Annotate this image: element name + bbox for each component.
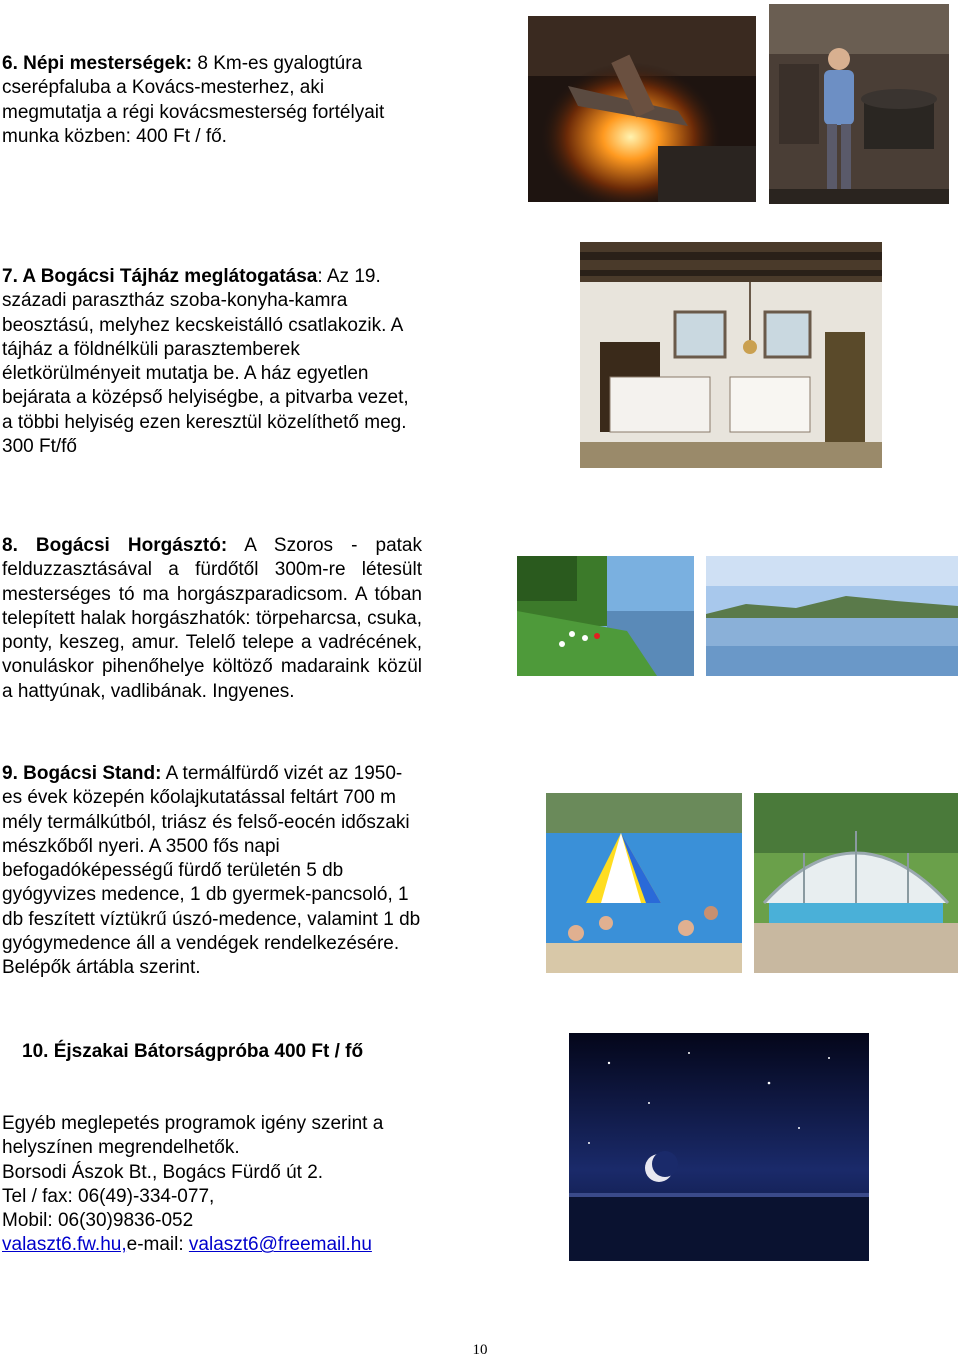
contact-line-4: Mobil: 06(30)9836-052 (2, 1210, 194, 1232)
blacksmith-photo (769, 4, 949, 204)
website-link[interactable]: valaszt6.fw.hu, (2, 1234, 127, 1256)
contact-links-line (2, 1233, 442, 1257)
bath-inflatable-photo (546, 793, 742, 973)
farmhouse-interior-photo (580, 242, 882, 468)
fishing-lake-photo (706, 556, 958, 676)
contact-block (2, 1112, 442, 1258)
fishing-lake-picnic-photo (517, 556, 694, 676)
item-7-block (2, 265, 422, 459)
email-link[interactable]: valaszt6@freemail.hu (188, 1234, 372, 1256)
page-number: 10 (472, 1342, 488, 1358)
contact-line-3: Tel / fax: 06(49)-334-077, (2, 1185, 215, 1207)
item-6-text: 8 Km-es gyalogtúra cserépfaluba a Kovács-mesterhez, aki megmutatja a régi kovácsmesterség fortélyait munka közben: 400 Ft / fő. (2, 53, 385, 147)
contact-line-2: Borsodi Ászok Bt., Bogács Fürdő út 2. (2, 1161, 324, 1183)
item-10-block (22, 1040, 442, 1064)
email-label: e-mail: (126, 1234, 189, 1256)
item-6-heading: 6. Népi mesterségek: (2, 53, 193, 74)
night-moon-photo (569, 1033, 869, 1261)
item-8-heading: 8. Bogácsi Horgásztó: (2, 535, 228, 556)
item-9-heading: 9. Bogácsi Stand: (2, 763, 162, 784)
thermal-pool-photo (754, 793, 958, 973)
item-7-heading: 7. A Bogácsi Tájház meglátogatása (2, 266, 318, 287)
item-7-text: : Az 19. századi parasztház szoba-konyha-kamra beosztású, melyhez kecskeistálló csatlakozik. A tájház a földnélküli parasztemberek életkörülményeit mutatja be. A ház egyetlen bejárata a középső helyiségbe, a pitvarba vezet, a többi helyiség ezen keresztül közelíthető meg. 300 Ft/fő (2, 266, 409, 458)
item-8-text: A Szoros - patak felduzzasztásával a fürdőtől 300m-re létesült mesterséges tó ma horgászparadicsom. A tóban telepített halak horgászhatók: törpeharcsa, csuka, ponty, keszeg, amur. Telelő telepe a vadrécének, vonuláskor pihenőhelye költöző madaraink közül a hattyúnak, vadlibának. Ingyenes. (2, 535, 422, 702)
item-6-block (2, 52, 412, 149)
item-10-heading: 10. Éjszakai Bátorságpróba 400 Ft / fő (22, 1041, 364, 1062)
item-9-text: A termálfürdő vizét az 1950-es évek közepén kőolajkutatással feltárt 700 m mély termálkútból, triász és felső-eocén időszaki mészkőből nyeri. A 3500 fős napi befogadóképességű fürdő területén 5 db gyógyvizes medence, 1 db gyermek-pancsoló, 1 db feszített víztükrű úszó-medence, valamint 1 db gyógymedence áll a vendégek rendelkezésére. Belépők ártábla szerint. (2, 763, 421, 979)
contact-line-1: Egyéb meglepetés programok igény szerint a helyszínen megrendelhetők. (2, 1113, 384, 1159)
item-9-block (2, 762, 422, 981)
forge-fire-photo (528, 16, 756, 202)
item-8-block (2, 534, 422, 704)
